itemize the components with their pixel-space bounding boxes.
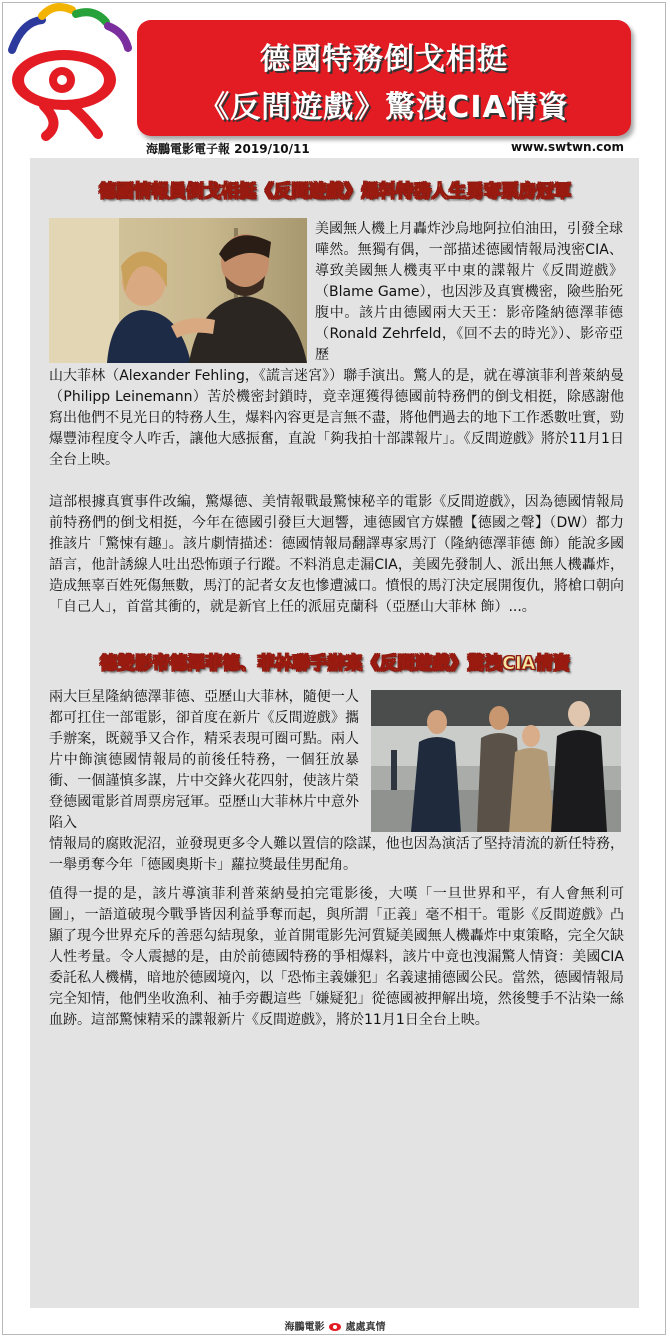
footer-signature xyxy=(0,1318,670,1334)
publisher-date: 海鵬電影電子報 2019/10/11 xyxy=(146,142,310,156)
movie-still-2 xyxy=(371,690,621,832)
article-paragraph-4: 值得一提的是，該片導演菲利普萊納曼拍完電影後，大嘆「一旦世界和平，有人會無利可圖」，一語道破現今戰爭皆因利益爭奪而起，與所謂「正義」毫不相干。電影《反間遊戲》凸顯了現今世界充斥的善惡勾結現象，並首開電影先河質疑美國無人機轟炸中東策略，完全欠缺人性考量。令人震撼的是，由於前德國特務的爭相爆料，該片中竟也洩漏驚人情資：美國CIA委託私人機構，暗地於德國境內，以「恐怖主義嫌犯」名義逮捕德國公民。當然，德國情報局完全知情，他們坐收漁利、袖手旁觀這些「嫌疑犯」從德國被押解出境，然後雙手不沾染一絲血跡。這部驚悚精采的諜報新片《反間遊戲》，將於11月1日全台上映。 xyxy=(49,886,624,1028)
article-paragraph-1b: 山大菲林（Alexander Fehling，《謊言迷宮》）聯手演出。驚人的是，就在導演菲利普萊納曼（Philipp Leinemann）苦於機密封鎖時，竟幸運獲得德國前特務們的倒戈相挺，除感謝他寫出他們不見光日的特務人生，爆料內容更是言無不盡，將他們過去的地下工作悉數吐實，勁爆豐沛程度令人咋舌，讓他大感振奮，直說「夠我拍十部諜報片」。《反間遊戲》將於11月1日全台上映。 xyxy=(49,368,624,468)
article-heading-1: 德國情報員倒戈相挺《反間遊戲》爆料特務人生勇奪票房冠軍 xyxy=(98,182,572,202)
article-paragraph-1a: 美國無人機上月轟炸沙烏地阿拉伯油田，引發全球嘩然。無獨有偶，一部描述德國情報局洩密CIA、導致美國無人機夷平中東的諜報片《反間遊戲》（Blame Game），也因涉及真實機密，險些胎死腹中。該片由德國兩大天王：影帝隆納德澤菲德（Ronald Zehrfeld，《回不去的時光》）、影帝亞歷 xyxy=(315,221,623,363)
article-heading-2: 德雙影帝德澤菲德、菲林聯手辦案《反間遊戲》驚洩CIA情資 xyxy=(99,654,571,674)
banner-title-line2: 《反間遊戲》驚洩CIA情資 xyxy=(199,90,569,125)
article-paragraph-2: 這部根據真實事件改編，驚爆德、美情報戰最驚悚秘辛的電影《反間遊戲》，因為德國情報局前特務們的倒戈相挺，今年在德國引發巨大迴響，連德國官方媒體【德國之聲】（DW）都力推該片「驚悚有趣」。該片劇情描述：德國情報局翻譯專家馬汀（隆納德澤菲德 飾）能說多國語言，他計誘線人吐出恐怖頭子行蹤。不料消息走漏CIA，美國先發制人、派出無人機轟炸，造成無辜百姓死傷無數，馬汀的記者女友也慘遭滅口。憤恨的馬汀決定展開復仇，將槍口朝向「自己人」，首當其衝的，就是新官上任的派屈克蘭科（亞歷山大菲林 飾）...。 xyxy=(49,494,624,615)
eye-logo-icon xyxy=(2,2,138,142)
title-banner xyxy=(137,20,631,136)
footer-right-text: 處處真情 xyxy=(345,1322,386,1333)
article-paragraph-3b: 情報局的腐敗泥沼，並發現更多令人難以置信的陰謀，他也因為演活了堅持清流的新任特務，一舉勇奪今年「德國奧斯卡」蘿拉獎最佳男配角。 xyxy=(49,836,624,873)
brand-logo xyxy=(2,2,138,142)
footer-left-text: 海鵬電影 xyxy=(284,1322,325,1333)
banner-title-line1: 德國特務倒戈相挺 xyxy=(260,42,508,77)
site-url[interactable]: www.swtwn.com xyxy=(510,140,624,154)
movie-still-1 xyxy=(49,218,307,363)
footer-eye-icon xyxy=(328,1320,342,1334)
article-paragraph-3a: 兩大巨星隆納德澤菲德、亞歷山大菲林，隨便一人都可扛住一部電影，卻首度在新片《反間遊戲》攜手辦案，既競爭又合作，精采表現可圈可點。兩人片中飾演德國情報局的前後任特務，一個狂放暴衝、一個謹慎多謀，片中交鋒火花四射，使該片榮登德國電影首周票房冠軍。亞歷山大菲林片中意外陷入 xyxy=(49,689,359,831)
